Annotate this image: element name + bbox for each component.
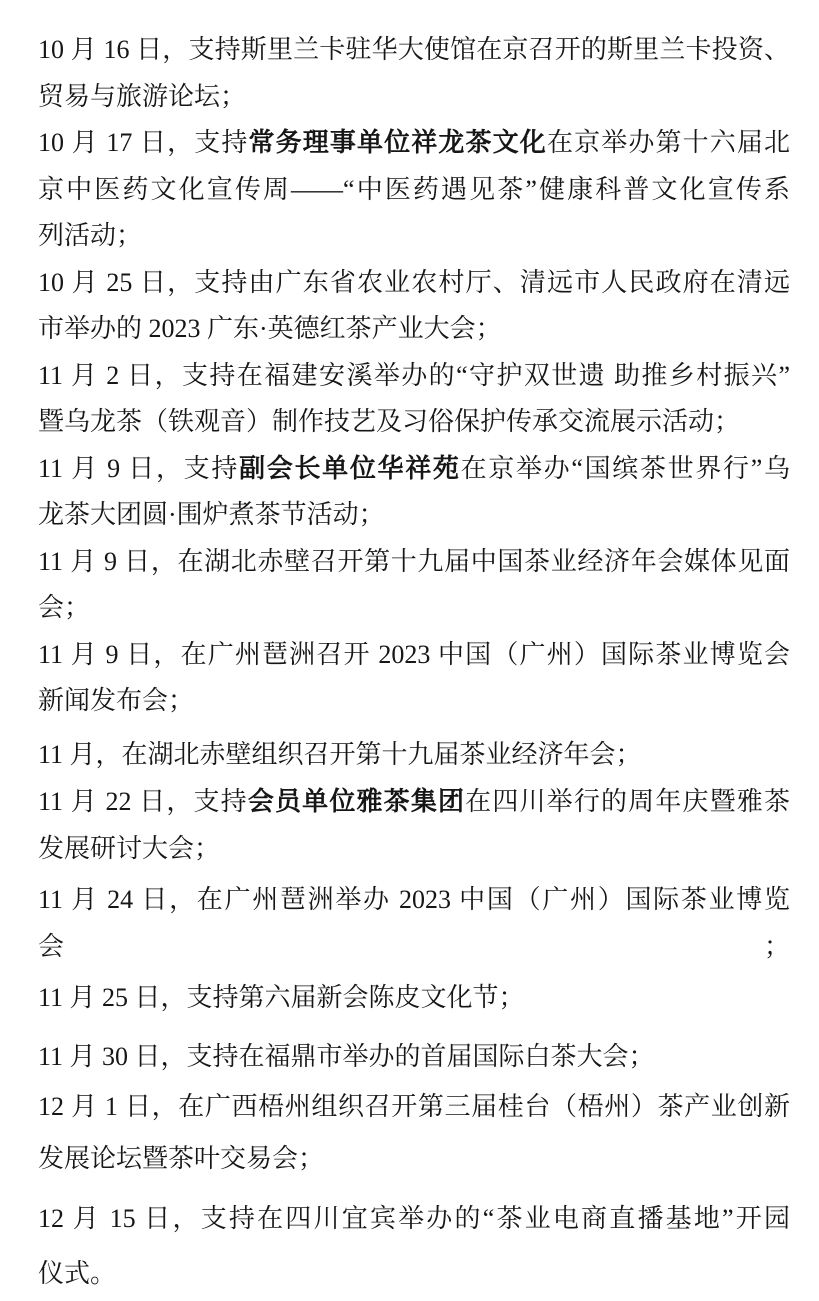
text-line — [38, 399, 790, 446]
text-run: 12 月 15 日，支持在四川宜宾举办的“茶业电商直播基地”开园 — [38, 1204, 790, 1233]
text-run: 11 月 2 日，支持在福建安溪举办的“守护双世遗 助推乡村振兴” — [38, 360, 790, 390]
text-line — [38, 1246, 790, 1301]
text-line — [38, 353, 790, 400]
text-run: 贸易与旅游论坛； — [38, 81, 247, 111]
paragraph — [38, 732, 790, 779]
text-run: 在京举办“国缤茶世界行”乌 — [460, 453, 790, 483]
text-run: 10 月 17 日，支持 — [38, 128, 249, 157]
text-run: 列活动； — [38, 221, 143, 250]
text-line — [38, 632, 790, 679]
text-run: 在四川举行的周年庆暨雅茶 — [465, 787, 790, 816]
text-line — [38, 167, 790, 214]
text-line — [38, 120, 790, 167]
paragraph — [38, 353, 790, 446]
paragraph — [38, 1034, 790, 1081]
text-run: 11 月，在湖北赤壁组织召开第十九届茶业经济年会； — [38, 739, 642, 769]
text-run: 11 月 25 日，支持第六届新会陈皮文化节； — [38, 983, 525, 1012]
text-run: 11 月 9 日，支持 — [38, 453, 240, 483]
text-run: 暨乌龙茶（铁观音）制作技艺及习俗保护传承交流展示活动； — [38, 407, 741, 436]
text-run: 市举办的 2023 广东·英德红茶产业大会； — [38, 314, 502, 343]
paragraph — [38, 877, 790, 970]
text-run: 11 月 9 日，在湖北赤壁召开第十九届中国茶业经济年会媒体见面 — [38, 546, 790, 576]
paragraph — [38, 779, 790, 872]
bold-run: 副会长单位华祥苑 — [239, 453, 461, 483]
text-run: 11 月 24 日，在广州琶洲举办 2023 中国（广州）国际茶业博览会； — [38, 885, 790, 961]
text-run: 会； — [38, 593, 91, 622]
paragraph — [38, 632, 790, 725]
paragraph — [38, 260, 790, 353]
paragraph — [38, 975, 790, 1022]
text-line — [38, 260, 790, 307]
text-line — [38, 492, 790, 539]
text-line — [38, 213, 790, 260]
text-run: 龙茶大团圆·围炉煮茶节活动； — [38, 500, 385, 529]
text-line — [38, 877, 790, 970]
text-line — [38, 74, 790, 121]
text-line — [38, 678, 790, 725]
text-line — [38, 539, 790, 586]
paragraph — [38, 120, 790, 260]
text-line — [38, 826, 790, 873]
text-line — [38, 27, 790, 74]
text-line — [38, 1081, 790, 1133]
text-run: 新闻发布会； — [38, 686, 195, 715]
text-run: 12 月 1 日，在广西梧州组织召开第三届桂台（梧州）茶产业创新 — [38, 1092, 790, 1121]
text-line — [38, 1191, 790, 1246]
text-run: 发展研讨大会； — [38, 833, 221, 863]
document-body — [38, 27, 790, 1301]
text-line — [38, 779, 790, 826]
text-run: 11 月 9 日，在广州琶洲召开 2023 中国（广州）国际茶业博览会 — [38, 639, 790, 669]
paragraph — [38, 1191, 790, 1301]
bold-run: 常务理事单位祥龙茶文化 — [248, 128, 547, 157]
bold-run: 会员单位雅茶集团 — [247, 787, 466, 816]
text-run: 京中医药文化宣传周——“中医药遇见茶”健康科普文化宣传系 — [38, 174, 790, 204]
text-line — [38, 306, 790, 353]
text-run: 10 月 16 日，支持斯里兰卡驻华大使馆在京召开的斯里兰卡投资、 — [38, 35, 790, 64]
text-line — [38, 585, 790, 632]
paragraph — [38, 446, 790, 539]
text-line — [38, 446, 790, 493]
paragraph — [38, 539, 790, 632]
text-run: 11 月 22 日，支持 — [38, 787, 248, 816]
text-run: 发展论坛暨茶叶交易会； — [38, 1144, 325, 1173]
text-line — [38, 975, 790, 1022]
text-run: 10 月 25 日，支持由广东省农业农村厅、清远市人民政府在清远 — [38, 267, 790, 297]
paragraph — [38, 1081, 790, 1185]
paragraph — [38, 27, 790, 120]
text-line — [38, 1133, 790, 1185]
text-run: 在京举办第十六届北 — [546, 128, 790, 157]
text-run: 11 月 30 日，支持在福鼎市举办的首届国际白茶大会； — [38, 1041, 655, 1071]
text-run: 仪式。 — [38, 1259, 117, 1288]
text-line — [38, 732, 790, 779]
text-line — [38, 1034, 790, 1081]
